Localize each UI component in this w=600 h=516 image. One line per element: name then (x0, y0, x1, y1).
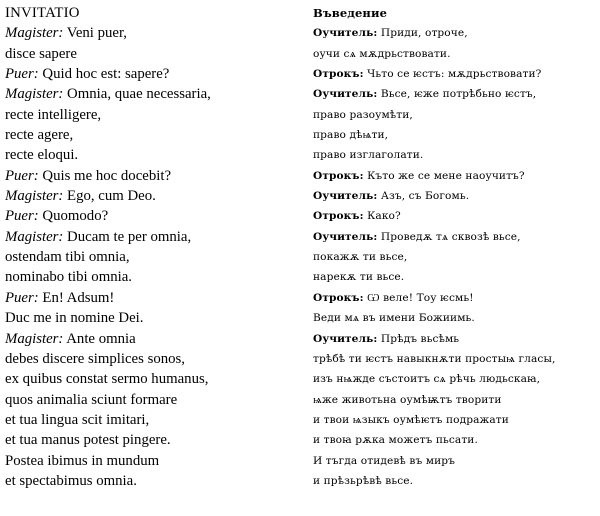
slavonic-line-text: Къто же се мене наоучитъ? (363, 169, 525, 182)
slavonic-line-text: Проведѫ тѧ сквозѣ вьсе, (377, 230, 521, 243)
slavonic-line-text: право разоумѣти, (313, 108, 413, 121)
latin-speaker-label: Puer: (5, 66, 39, 83)
latin-line (5, 410, 297, 430)
latin-speaker-label: Magister: (5, 228, 64, 245)
latin-line-text: debes discere simplices sonos, (5, 350, 185, 367)
latin-line (5, 308, 297, 328)
latin-line (5, 186, 297, 206)
slavonic-line-text: право изглаголати. (313, 149, 424, 162)
latin-line (5, 105, 297, 125)
slavonic-line-text: Вьсе, ѥже потрѣбьно ѥстъ, (377, 88, 537, 101)
slavonic-speaker-label: Отрокъ: (313, 291, 364, 304)
slavonic-line-text: И тъгда отидевѣ въ миръ (313, 454, 455, 467)
latin-speaker-label: Magister: (5, 86, 64, 103)
slavonic-line (313, 44, 597, 64)
slavonic-line (313, 410, 597, 430)
latin-line-text: Postea ibimus in mundum (5, 452, 160, 469)
slavonic-line-text: Чьто се ѥстъ: мѫдрьствовати? (363, 68, 542, 81)
slavonic-line-text: Приди, отроче, (377, 27, 468, 40)
latin-line-text: Ante omnia (63, 330, 136, 347)
slavonic-line-text: трѣбѣ ти ѥстъ навыкнѫти простыѩ гласы, (313, 352, 556, 365)
latin-line-text: et spectabimus omnia. (5, 472, 137, 489)
slavonic-line-text: и твои ѩзыкъ оумѣѥтъ подражати (313, 413, 509, 426)
latin-line-text: Veni puer, (63, 25, 128, 42)
slavonic-line-text: изъ нѩжде състоитъ сѧ рѣчь людьскаꙗ, (313, 373, 541, 386)
latin-line (5, 288, 297, 308)
slavonic-line-text: право дѣѩти, (313, 129, 389, 142)
latin-speaker-label: Puer: (5, 167, 39, 184)
latin-speaker-label: Magister: (5, 330, 64, 347)
slavonic-line (313, 23, 597, 43)
slavonic-line-text: Прѣдъ вьсѣмь (377, 332, 460, 345)
latin-line-text: et tua lingua scit imitari, (5, 411, 150, 428)
latin-line-text: Quis me hoc docebit? (38, 167, 172, 184)
slavonic-speaker-label: Оучитель: (313, 190, 378, 203)
slavonic-speaker-label: Отрокъ: (313, 169, 364, 182)
slavonic-column (313, 3, 597, 491)
latin-column (5, 3, 297, 491)
latin-line-text: Omnia, quae necessaria, (63, 86, 211, 103)
slavonic-line (313, 451, 597, 471)
slavonic-line (313, 145, 597, 165)
slavonic-line (313, 227, 597, 247)
slavonic-line-text: покажѫ ти вьсе, (313, 251, 408, 264)
latin-line (5, 145, 297, 165)
latin-line-text: Ego, cum Deo. (63, 188, 156, 205)
slavonic-line (313, 390, 597, 410)
slavonic-line (313, 349, 597, 369)
latin-line (5, 430, 297, 450)
latin-line (5, 206, 297, 226)
slavonic-line-text: Ѡ веле! Тоу ѥсмь! (363, 291, 474, 304)
latin-line (5, 125, 297, 145)
latin-speaker-label: Puer: (5, 289, 39, 306)
latin-line-text: ostendam tibi omnia, (5, 249, 130, 266)
latin-line-text: Duc me in nomine Dei. (5, 310, 144, 327)
slavonic-line-text: нарекѫ ти вьсе. (313, 271, 405, 284)
latin-line-text: quos animalia sciunt formare (5, 391, 178, 408)
slavonic-line-text: Азъ, съ Богомь. (377, 190, 470, 203)
latin-line-text: disce sapere (5, 45, 77, 62)
latin-line-text: En! Adsum! (38, 289, 115, 306)
slavonic-speaker-label: Отрокъ: (313, 210, 364, 223)
slavonic-speaker-label: Оучитель: (313, 27, 378, 40)
latin-line (5, 84, 297, 104)
slavonic-line (313, 206, 597, 226)
slavonic-line-text: оучи сѧ мѫдрьствовати. (313, 47, 451, 60)
slavonic-speaker-label: Оучитель: (313, 88, 378, 101)
latin-line-text: recte agere, (5, 127, 74, 144)
slavonic-line (313, 186, 597, 206)
slavonic-line-text: и твоꙗ рѫка можетъ пьсати. (313, 434, 478, 447)
slavonic-line (313, 430, 597, 450)
latin-line (5, 166, 297, 186)
slavonic-line (313, 267, 597, 287)
slavonic-line (313, 329, 597, 349)
slavonic-line (313, 166, 597, 186)
slavonic-speaker-label: Оучитель: (313, 230, 378, 243)
latin-line (5, 329, 297, 349)
slavonic-line (313, 247, 597, 267)
slavonic-line (313, 308, 597, 328)
slavonic-line (313, 125, 597, 145)
slavonic-line (313, 64, 597, 84)
slavonic-line-text: Веди мѧ въ имени Божиимь. (313, 312, 475, 325)
latin-line (5, 369, 297, 389)
slavonic-line (313, 288, 597, 308)
latin-line (5, 247, 297, 267)
slavonic-line (313, 471, 597, 491)
slavonic-line-text: и прѣзьрѣвѣ вьсе. (313, 474, 414, 487)
slavonic-line (313, 84, 597, 104)
latin-speaker-label: Magister: (5, 25, 64, 42)
latin-line (5, 349, 297, 369)
latin-line (5, 64, 297, 84)
latin-line-text: et tua manus potest pingere. (5, 432, 171, 449)
slavonic-speaker-label: Отрокъ: (313, 68, 364, 81)
latin-line (5, 471, 297, 491)
latin-speaker-label: Magister: (5, 188, 64, 205)
latin-line-text: Ducam te per omnia, (63, 228, 192, 245)
latin-line-text: recte intelligere, (5, 106, 102, 123)
latin-line-text: nominabo tibi omnia. (5, 269, 132, 286)
latin-line (5, 227, 297, 247)
latin-line (5, 267, 297, 287)
latin-speaker-label: Puer: (5, 208, 39, 225)
latin-line-text: ex quibus constat sermo humanus, (5, 371, 209, 388)
slavonic-line-text: ѩже животьна оумѣѭтъ творити (313, 393, 502, 406)
slavonic-speaker-label: Оучитель: (313, 332, 378, 345)
latin-title: INVITATIO (5, 5, 80, 21)
latin-line (5, 451, 297, 471)
latin-line-text: recte eloqui. (5, 147, 79, 164)
latin-line-text: Quomodo? (38, 208, 109, 225)
latin-line (5, 44, 297, 64)
latin-line (5, 23, 297, 43)
latin-line-text: Quid hoc est: sapere? (38, 66, 170, 83)
slavonic-line (313, 369, 597, 389)
latin-line (5, 390, 297, 410)
slavonic-title: Въведение (313, 6, 387, 20)
slavonic-line-text: Како? (363, 210, 401, 223)
slavonic-line (313, 105, 597, 125)
